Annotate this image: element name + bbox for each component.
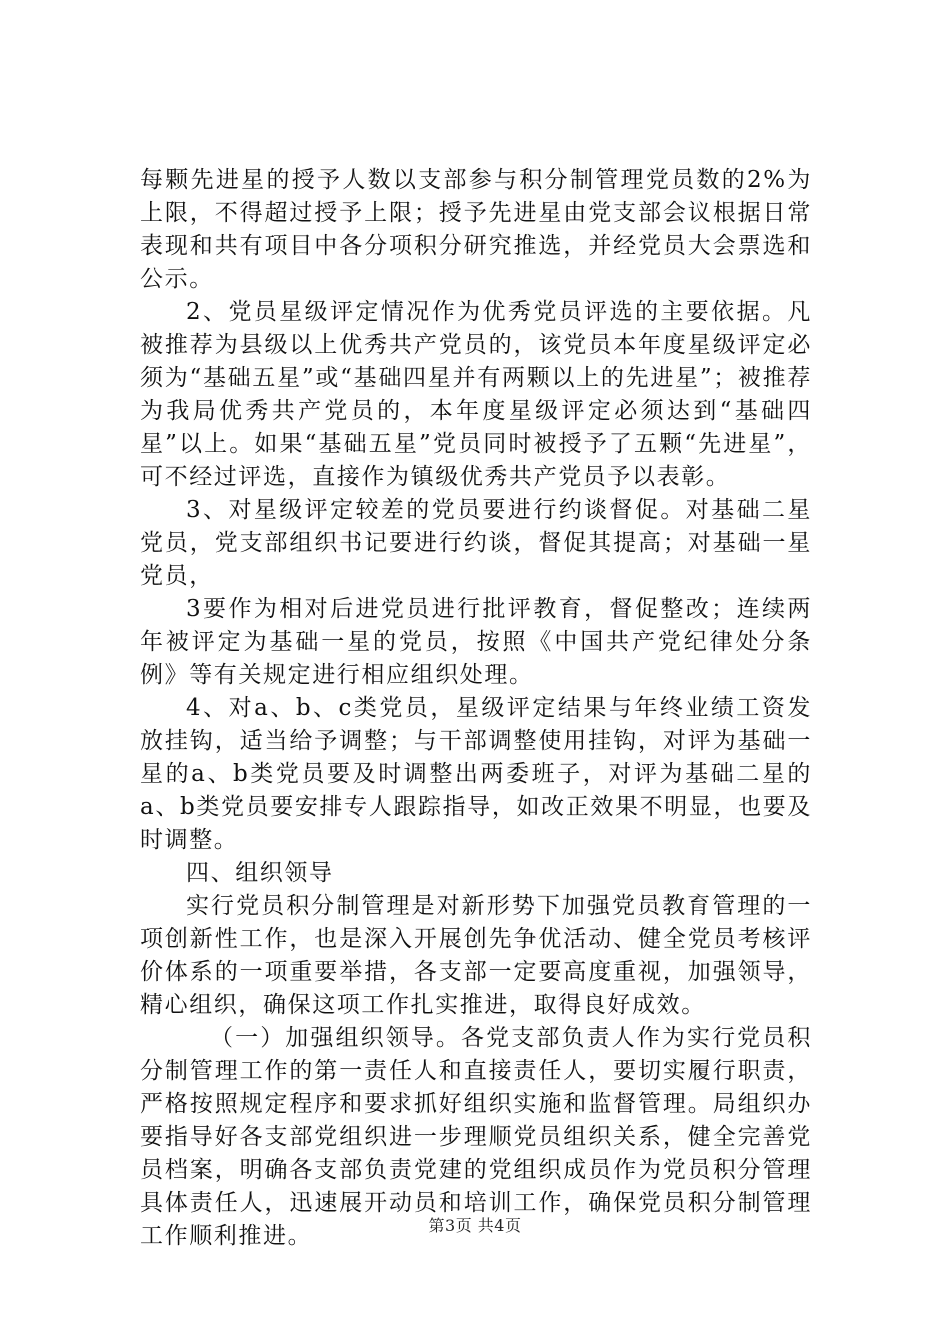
page-footer: 第3页 共4页	[428, 1216, 522, 1235]
paragraph-item-2-excellent-member: 2、党员星级评定情况作为优秀党员评选的主要依据。凡被推荐为县级以上优秀共产党员的，该党员本年度星级评定必须为“基础五星”或“基础四星并有两颗以上的先进星”；被推荐为我局优秀共产党员的，本年度星级评定必须达到“基础四星”以上。如果“基础五星”党员同时被授予了五颗“先进星”，可不经过评选，直接作为镇级优秀共产党员予以表彰。	[140, 299, 812, 490]
paragraph-item-3-continued: 3要作为相对后进党员进行批评教育，督促整改；连续两年被评定为基础一星的党员，按照《中国共产党纪律处分条例》等有关规定进行相应组织处理。	[140, 596, 812, 688]
paragraph-item-3-interview: 3、对星级评定较差的党员要进行约谈督促。对基础二星党员，党支部组织书记要进行约谈，督促其提高；对基础一星党员，	[140, 497, 812, 589]
document-body	[140, 164, 812, 1253]
section-heading-organization: 四、组织领导	[186, 860, 334, 886]
paragraph-strengthen-leadership: （一）加强组织领导。各党支部负责人作为实行党员积分制管理工作的第一责任人和直接责任人，要切实履行职责，严格按照规定程序和要求抓好组织实施和监督管理。局组织办要指导好各支部党组织进一步理顺党员组织关系，健全完善党员档案，明确各支部负责党建的党组织成员作为党员积分管理具体责任人，迅速展开动员和培训工作，确保党员积分制管理工作顺利推进。	[140, 1025, 812, 1249]
paragraph-item-4-salary-link: 4、对a、b、c类党员，星级评定结果与年终业绩工资发放挂钩，适当给予调整；与干部调整使用挂钩，对评为基础一星的a、b类党员要及时调整出两委班子，对评为基础二星的a、b类党员要安排专人跟踪指导，如改正效果不明显，也要及时调整。	[140, 695, 812, 853]
paragraph-advanced-star-limit: 每颗先进星的授予人数以支部参与积分制管理党员数的2%为上限，不得超过授予上限；授予先进星由党支部会议根据日常表现和共有项目中各分项积分研究推选，并经党员大会票选和公示。	[140, 167, 812, 292]
paragraph-organization-intro: 实行党员积分制管理是对新形势下加强党员教育管理的一项创新性工作，也是深入开展创先争优活动、健全党员考核评价体系的一项重要举措，各支部一定要高度重视，加强领导，精心组织，确保这项工作扎实推进，取得良好成效。	[140, 893, 812, 1018]
